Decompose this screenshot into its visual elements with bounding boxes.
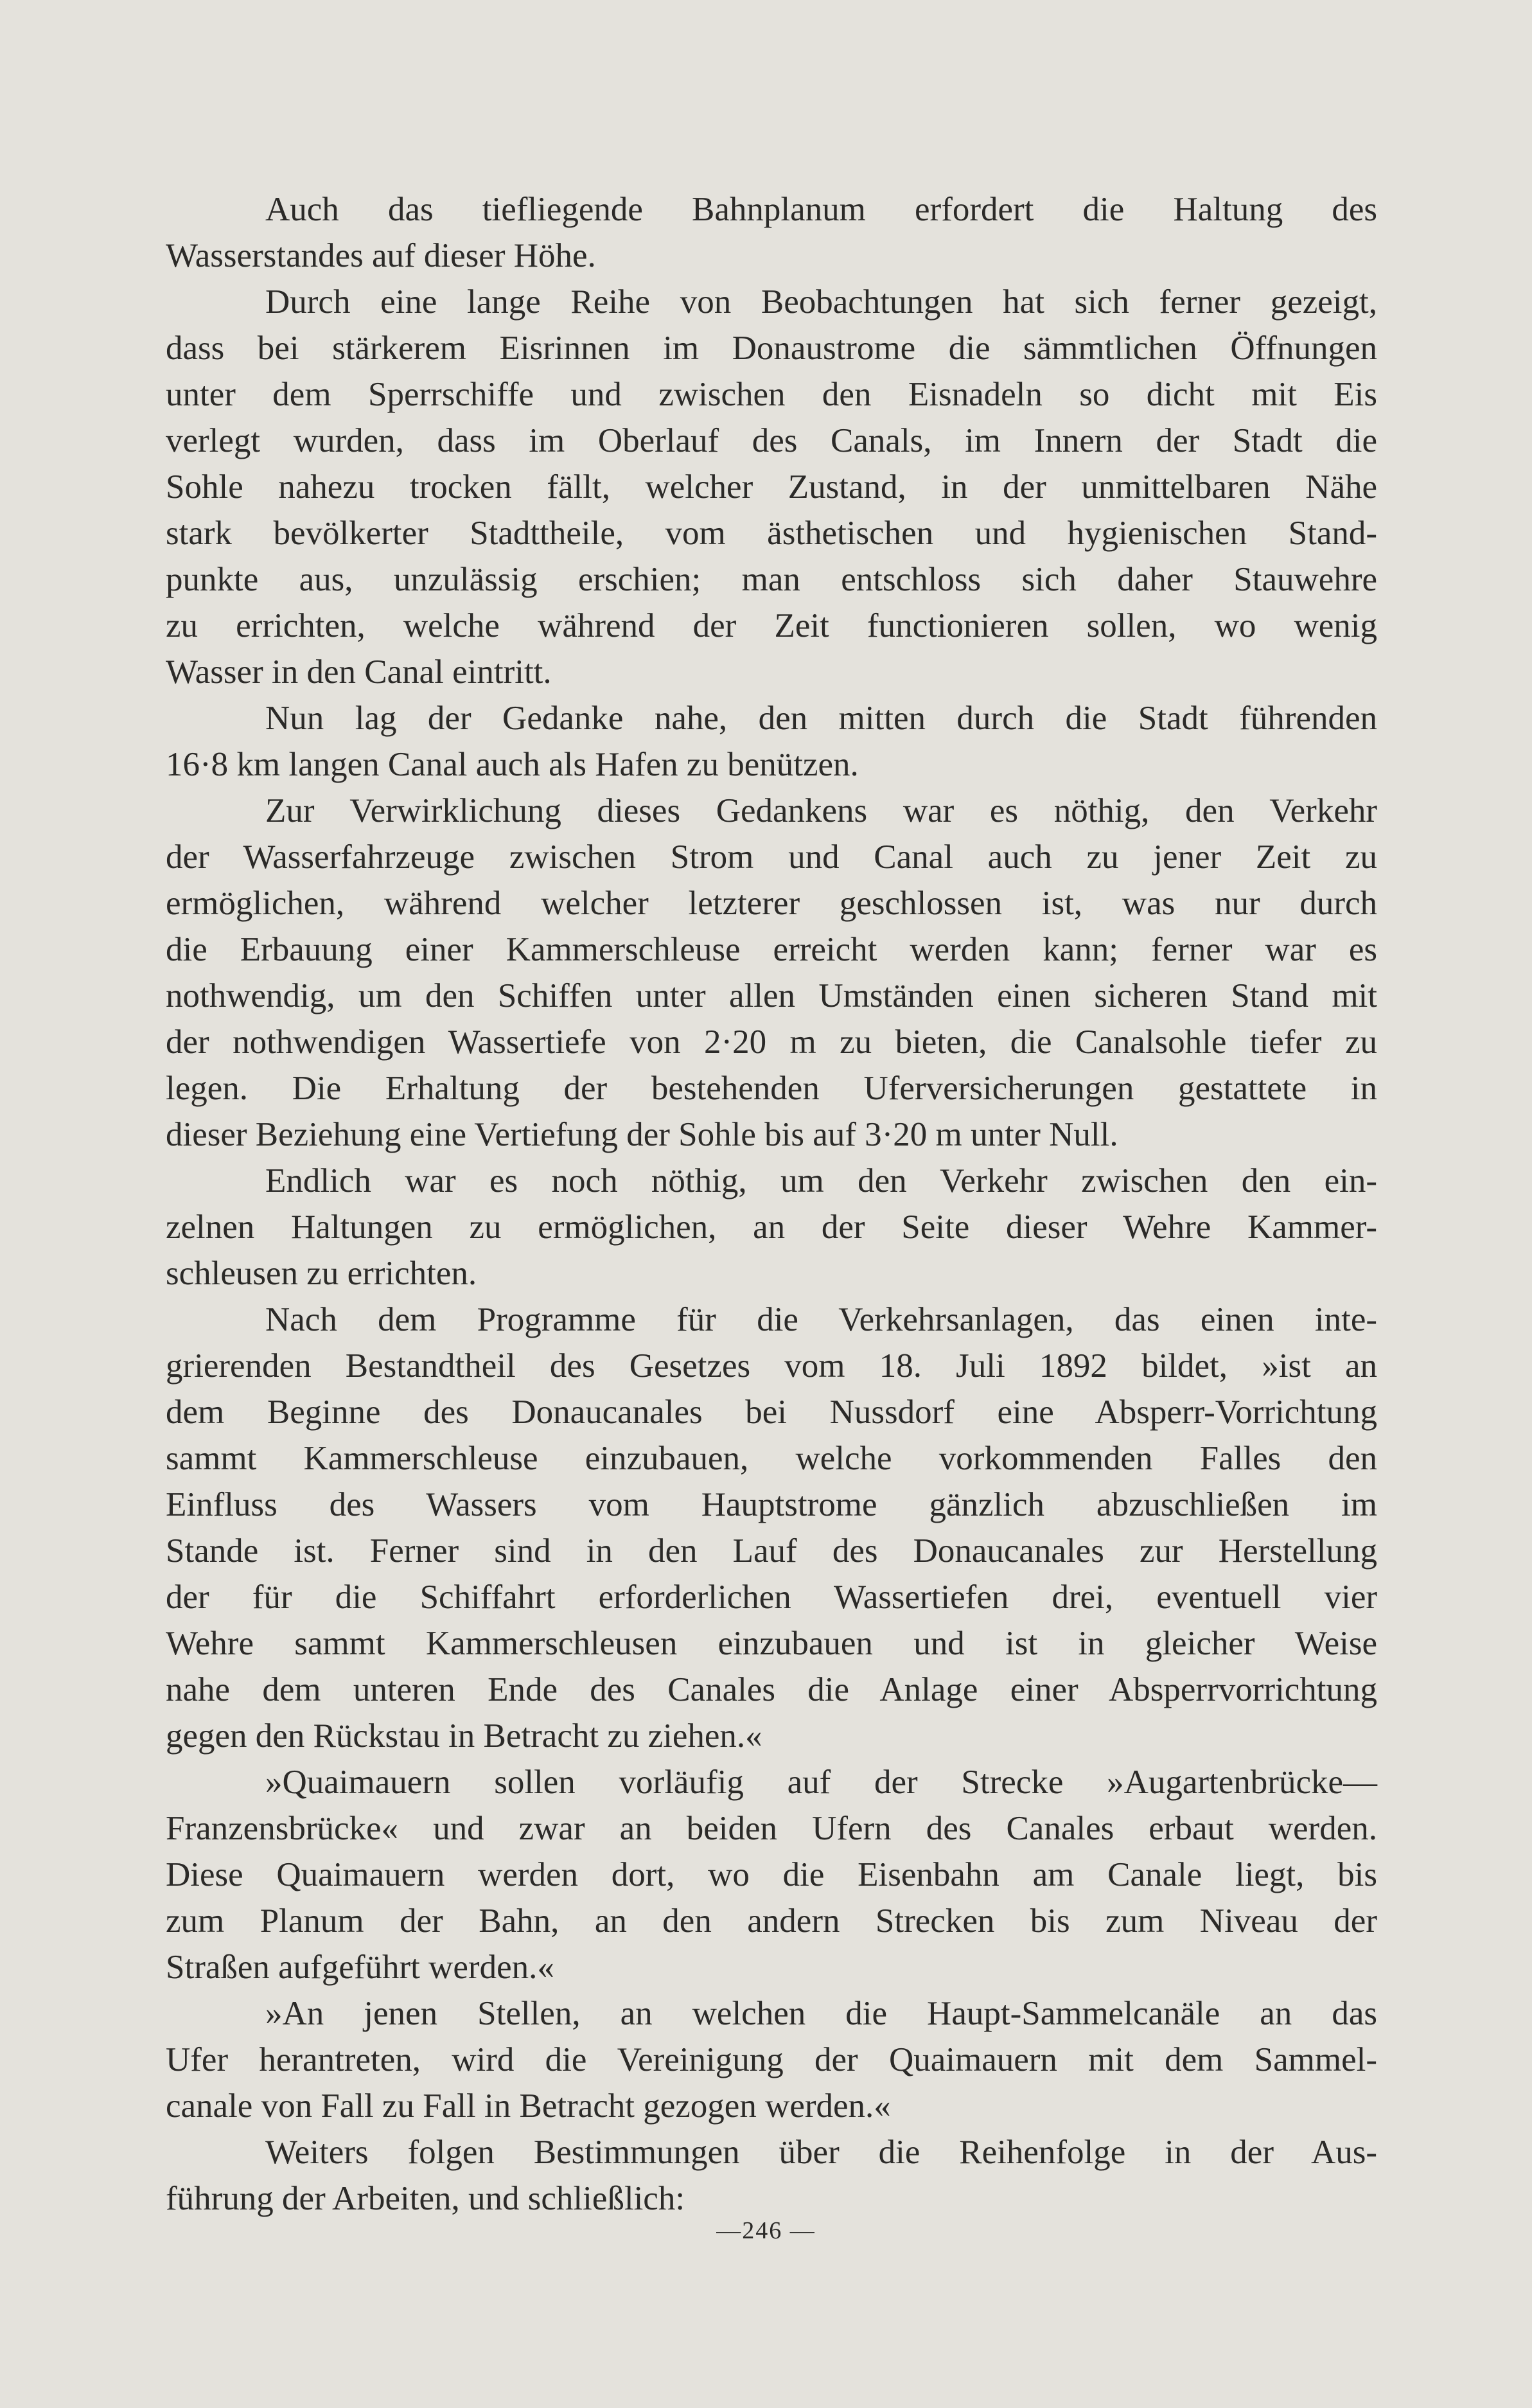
text-line: Durch eine lange Reihe von Beobachtungen hat sich ferner gezeigt, [265, 283, 1377, 321]
text-line: Stande ist. Ferner sind in den Lauf des Donaucanales zur Herstellung [166, 1532, 1377, 1570]
text-line: schleusen zu errichten. [166, 1255, 477, 1292]
text-line: dass bei stärkerem Eisrinnen im Donaustrome die sämmtlichen Öffnungen [166, 330, 1377, 367]
text-line: »An jenen Stellen, an welchen die Haupt-Sammelcanäle an das [265, 1995, 1377, 2032]
text-line: Wasser in den Canal eintritt. [166, 653, 552, 691]
text-line: Zur Verwirklichung dieses Gedankens war es nöthig, den Verkehr [265, 792, 1377, 829]
text-line: nahe dem unteren Ende des Canales die Anlage einer Absperrvorrichtung [166, 1671, 1377, 1708]
text-line: Wehre sammt Kammerschleusen einzubauen und ist in gleicher Weise [166, 1625, 1377, 1662]
text-line: dem Beginne des Donaucanales bei Nussdorf eine Absperr-Vorrichtung [166, 1394, 1377, 1431]
text-line: der Wasserfahrzeuge zwischen Strom und Canal auch zu jener Zeit zu [166, 838, 1377, 876]
text-line: gegen den Rückstau in Betracht zu ziehen.« [166, 1717, 762, 1755]
text-line: Diese Quaimauern werden dort, wo die Eisenbahn am Canale liegt, bis [166, 1856, 1377, 1893]
text-line: stark bevölkerter Stadttheile, vom ästhetischen und hygienischen Stand- [166, 515, 1377, 552]
text-line: Sohle nahezu trocken fällt, welcher Zustand, in der unmittelbaren Nähe [166, 468, 1377, 506]
text-line: Wasserstandes auf dieser Höhe. [166, 237, 596, 274]
text-line: der für die Schiffahrt erforderlichen Wassertiefen drei, eventuell vier [166, 1579, 1377, 1616]
text-line: Franzensbrücke« und zwar an beiden Ufern des Canales erbaut werden. [166, 1810, 1377, 1847]
page-number: —246 — [716, 2217, 816, 2244]
body-text [166, 186, 1377, 2222]
text-line: ermöglichen, während welcher letzterer geschlossen ist, was nur durch [166, 885, 1377, 922]
text-line: Einfluss des Wassers vom Hauptstrome gänzlich abzuschließen im [166, 1486, 1377, 1523]
text-line: Auch das tiefliegende Bahnplanum erfordert die Haltung des [265, 191, 1377, 228]
text-line: »Quaimauern sollen vorläufig auf der Strecke »Augartenbrücke— [265, 1764, 1377, 1801]
text-line: die Erbauung einer Kammerschleuse erreicht werden kann; ferner war es [166, 931, 1377, 968]
text-line: grierenden Bestandtheil des Gesetzes vom 18. Juli 1892 bildet, »ist an [166, 1347, 1377, 1385]
text-line: sammt Kammerschleuse einzubauen, welche vorkommenden Falles den [166, 1440, 1377, 1477]
text-line: zelnen Haltungen zu ermöglichen, an der Seite dieser Wehre Kammer- [166, 1208, 1377, 1246]
text-line: Endlich war es noch nöthig, um den Verkehr zwischen den ein- [265, 1162, 1377, 1200]
text-line: Ufer herantreten, wird die Vereinigung der Quaimauern mit dem Sammel- [166, 2041, 1377, 2078]
text-line: legen. Die Erhaltung der bestehenden Uferversicherungen gestattete in [166, 1070, 1377, 1107]
text-line: canale von Fall zu Fall in Betracht gezogen werden.« [166, 2087, 891, 2125]
text-line: Nun lag der Gedanke nahe, den mitten durch die Stadt führenden [265, 700, 1377, 737]
text-line: punkte aus, unzulässig erschien; man entschloss sich daher Stauwehre [166, 561, 1377, 598]
text-line: Straßen aufgeführt werden.« [166, 1949, 554, 1986]
text-line: zum Planum der Bahn, an den andern Strecken bis zum Niveau der [166, 1902, 1377, 1940]
text-line: führung der Arbeiten, und schließlich: [166, 2180, 685, 2217]
text-line: der nothwendigen Wassertiefe von 2·20 m zu bieten, die Canalsohle tiefer zu [166, 1023, 1377, 1061]
text-line: Weiters folgen Bestimmungen über die Reihenfolge in der Aus- [265, 2134, 1377, 2171]
text-line: zu errichten, welche während der Zeit functionieren sollen, wo wenig [166, 607, 1377, 644]
text-line: 16·8 km langen Canal auch als Hafen zu benützen. [166, 746, 859, 783]
text-line: dieser Beziehung eine Vertiefung der Sohle bis auf 3·20 m unter Null. [166, 1116, 1118, 1153]
text-line: nothwendig, um den Schiffen unter allen Umständen einen sicheren Stand mit [166, 977, 1377, 1014]
text-line: unter dem Sperrschiffe und zwischen den Eisnadeln so dicht mit Eis [166, 376, 1377, 413]
text-line: Nach dem Programme für die Verkehrsanlagen, das einen inte- [265, 1301, 1377, 1338]
text-line: verlegt wurden, dass im Oberlauf des Canals, im Innern der Stadt die [166, 422, 1377, 459]
